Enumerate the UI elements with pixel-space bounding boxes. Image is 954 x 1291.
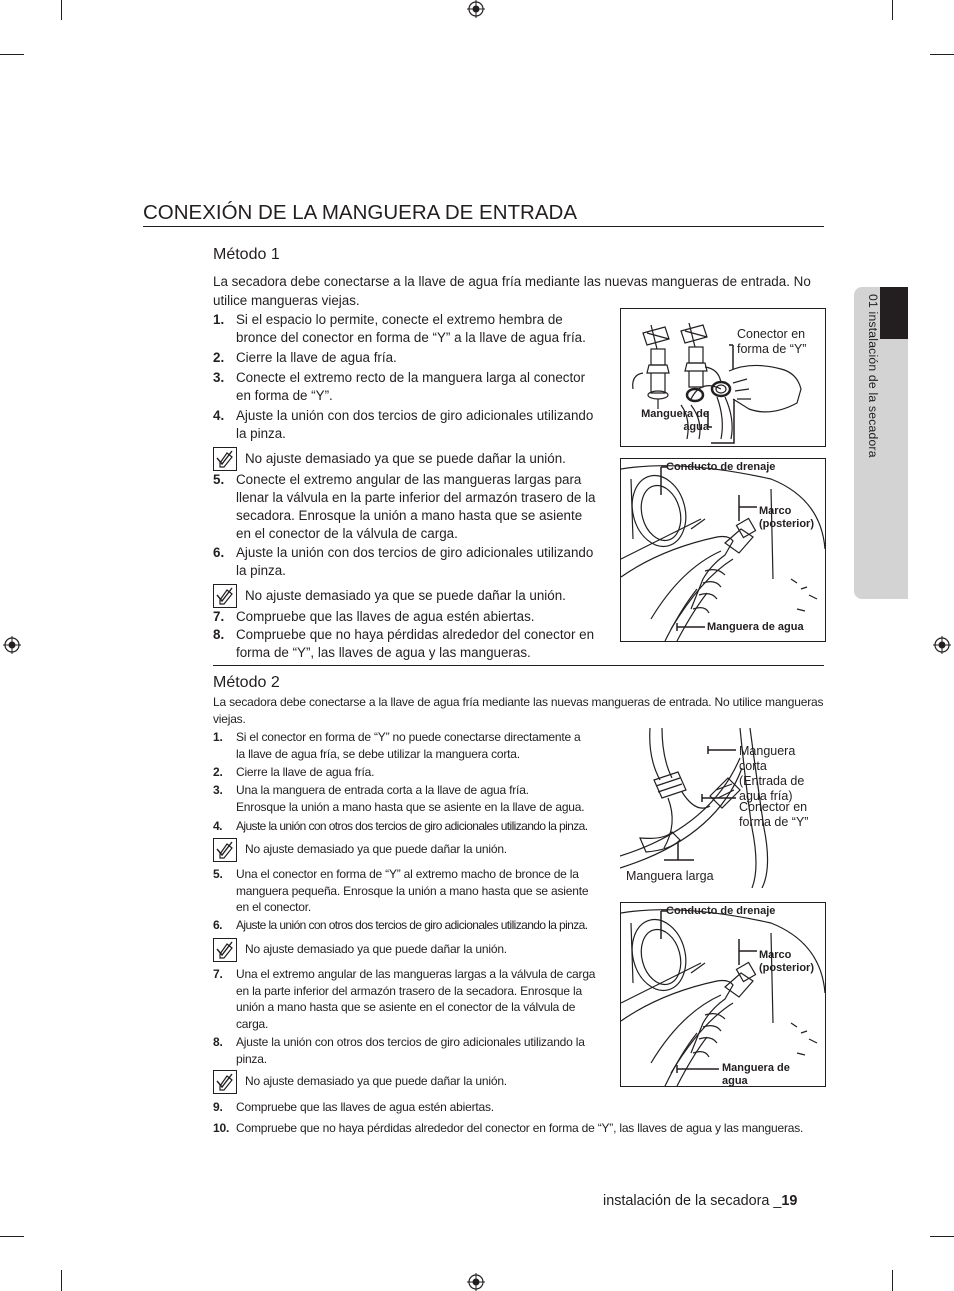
step-number: 7. (213, 967, 223, 981)
step-text (236, 608, 535, 626)
step-number: 3. (213, 783, 223, 797)
note-pencil-icon (213, 938, 237, 962)
step-line: en forma de “Y”. (236, 388, 333, 403)
step-text (236, 369, 585, 405)
step-line: Compruebe que las llaves de agua estén abiertas. (236, 609, 535, 624)
note-pencil-icon (213, 447, 237, 471)
step-number: 2. (213, 765, 223, 779)
step-number: 7. (213, 609, 225, 624)
label-frame: Marco (posterior) (759, 505, 814, 530)
step-number: 4. (213, 408, 225, 423)
step-line: Si el espacio lo permite, conecte el extremo hembra de (236, 312, 563, 327)
step-line: secadora. Enrosque la unión a mano hasta que se asiente (236, 508, 583, 523)
step-line: Compruebe que no haya pérdidas alrededor del conector en (236, 627, 595, 642)
step-text (236, 1099, 494, 1116)
registration-mark-icon (467, 0, 485, 18)
label-drain: Conducto de drenaje (666, 905, 776, 917)
step-line: Ajuste la unión con dos tercios de giro adicionales utilizando (236, 408, 594, 423)
step-line: Compruebe que no haya pérdidas alrededor del conector en forma de “Y”, las llaves de agua y las mangueras. (236, 1121, 804, 1135)
step-text (236, 544, 593, 580)
note-text: No ajuste demasiado ya que puede dañar la unión. (245, 1074, 507, 1088)
step-text (236, 1034, 585, 1067)
step-line: Conecte el extremo recto de la manguera larga al conector (236, 370, 586, 385)
crop-mark (930, 54, 954, 55)
label-water-hose: Manguera de agua (722, 1062, 790, 1087)
step-text (236, 407, 593, 443)
label-long-hose: Manguera larga (626, 869, 714, 883)
step-line: Cierre la llave de agua fría. (236, 350, 397, 365)
figure-dryer-rear-hose-2 (620, 902, 826, 1087)
step-text (236, 349, 397, 367)
crop-mark (930, 1236, 954, 1237)
registration-mark-icon (467, 1273, 485, 1291)
step-number: 2. (213, 350, 225, 365)
note-pencil-icon (213, 1070, 237, 1094)
crop-mark (61, 1270, 62, 1291)
note-pencil-icon (213, 584, 237, 608)
step-number: 6. (213, 918, 222, 932)
label-water-hose: Manguera de agua (707, 621, 804, 633)
step-number: 6. (213, 545, 225, 560)
step-text (236, 917, 587, 934)
step-text (236, 966, 595, 1032)
step-line: Ajuste la unión con otros dos tercios de giro adicionales utilizando la pinza. (236, 918, 588, 932)
registration-mark-icon (933, 636, 951, 654)
note-text: No ajuste demasiado ya que se puede dañar la unión. (245, 588, 566, 603)
step-text (236, 471, 596, 543)
step-line: en el conector de la válvula de carga. (236, 526, 458, 541)
page-footer (603, 1193, 797, 1209)
step-line: la pinza. (236, 426, 286, 441)
crop-mark (61, 0, 62, 20)
label-drain: Conducto de drenaje (666, 461, 776, 473)
method1-heading: Método 1 (213, 246, 280, 263)
step-number: 1. (213, 312, 225, 327)
step-text (236, 1120, 803, 1137)
step-line: Ajuste la unión con otros dos tercios de giro adicionales utilizando la (236, 1035, 585, 1049)
step-line: llenar la válvula en la parte inferior del armazón trasero de la (236, 490, 596, 505)
step-line: Ajuste la unión con dos tercios de giro adicionales utilizando (236, 545, 594, 560)
label-connector: Conector en forma de “Y” (739, 800, 809, 829)
method2-intro: La secadora debe conectarse a la llave de agua fría mediante las nuevas mangueras de entrada. No utilice mangueras viejas. (213, 695, 824, 726)
method2-heading: Método 2 (213, 674, 280, 691)
step-text (236, 311, 586, 347)
step-line: pinza. (236, 1051, 267, 1066)
method-divider (213, 665, 824, 666)
section-title: CONEXIÓN DE LA MANGUERA DE ENTRADA (143, 201, 578, 224)
note-text: No ajuste demasiado ya que puede dañar la unión. (245, 842, 507, 856)
label-connector: Conector en forma de “Y” (737, 327, 807, 356)
step-line: Cierre la llave de agua fría. (236, 765, 375, 779)
figure-short-hose-y-connector (620, 728, 825, 888)
label-short-hose: Manguera corta (Entrada de agua fría) (739, 744, 805, 803)
note-text: No ajuste demasiado ya que puede dañar la unión. (245, 942, 507, 956)
step-line: Enrosque la unión a mano hasta que se asiente en la llave de agua. (236, 799, 585, 814)
step-text (236, 764, 374, 781)
step-number: 3. (213, 370, 225, 385)
footer-text: instalación de la secadora _ (603, 1193, 782, 1209)
step-number: 1. (213, 730, 223, 744)
step-number: 8. (213, 627, 225, 642)
step-text (236, 729, 581, 762)
step-line: en la parte inferior del armazón trasero de la secadora. Enrosque la (236, 983, 582, 998)
crop-mark (892, 0, 893, 20)
step-line: unión a mano hasta que se asiente en el conector de la válvula de (236, 1000, 576, 1014)
step-number: 8. (213, 1035, 223, 1049)
note-text: No ajuste demasiado ya que se puede dañar la unión. (245, 451, 566, 466)
step-line: Una la manguera de entrada corta a la llave de agua fría. (236, 783, 529, 797)
step-text (236, 626, 594, 662)
title-divider (143, 226, 824, 227)
label-water-hose: Manguera de agua (641, 408, 709, 433)
step-text (236, 818, 587, 835)
step-line: Ajuste la unión con otros dos tercios de giro adicionales utilizando la pinza. (236, 819, 588, 833)
step-line: en el conector. (236, 900, 312, 914)
step-text (236, 782, 584, 815)
note-pencil-icon (213, 838, 237, 862)
side-tab-label: 01 instalación de la secadora (866, 294, 880, 458)
step-line: bronce del conector en forma de “Y” a la llave de agua fría. (236, 330, 586, 345)
crop-mark (0, 54, 24, 55)
dryer-hose-illustration (621, 903, 825, 1086)
step-text (236, 866, 588, 916)
step-line: Una el conector en forma de “Y” al extremo macho de bronce de la (236, 867, 579, 881)
page-number: 19 (781, 1193, 798, 1209)
step-line: Una el extremo angular de las mangueras largas a la válvula de carga (236, 967, 596, 981)
step-line: manguera pequeña. Enrosque la unión a mano hasta que se asiente (236, 883, 589, 898)
step-number: 9. (213, 1100, 223, 1114)
step-line: carga. (236, 1016, 269, 1031)
crop-mark (892, 1270, 893, 1291)
step-line: forma de “Y”, las llaves de agua y las mangueras. (236, 645, 531, 660)
step-line: Si el conector en forma de “Y” no puede conectarse directamente a (236, 730, 581, 744)
dryer-hose-illustration (621, 459, 825, 641)
step-line: Conecte el extremo angular de las mangueras largas para (236, 472, 582, 487)
step-number: 4. (213, 819, 222, 833)
step-number: 5. (213, 472, 225, 487)
step-line: la pinza. (236, 563, 286, 578)
figure-y-connector-faucet (620, 308, 826, 447)
step-line: Compruebe que las llaves de agua estén abiertas. (236, 1100, 494, 1114)
step-number: 5. (213, 867, 223, 881)
registration-mark-icon (3, 636, 21, 654)
label-frame: Marco (posterior) (759, 949, 814, 974)
crop-mark (0, 1236, 24, 1237)
step-line: la llave de agua fría, se debe utilizar la manguera corta. (236, 746, 520, 761)
side-tab-marker (880, 287, 908, 339)
method1-intro: La secadora debe conectarse a la llave de agua fría mediante las nuevas mangueras de entrada. No utilice mangueras viejas. (213, 274, 811, 308)
figure-dryer-rear-hose (620, 458, 826, 642)
step-number: 10. (213, 1121, 230, 1135)
